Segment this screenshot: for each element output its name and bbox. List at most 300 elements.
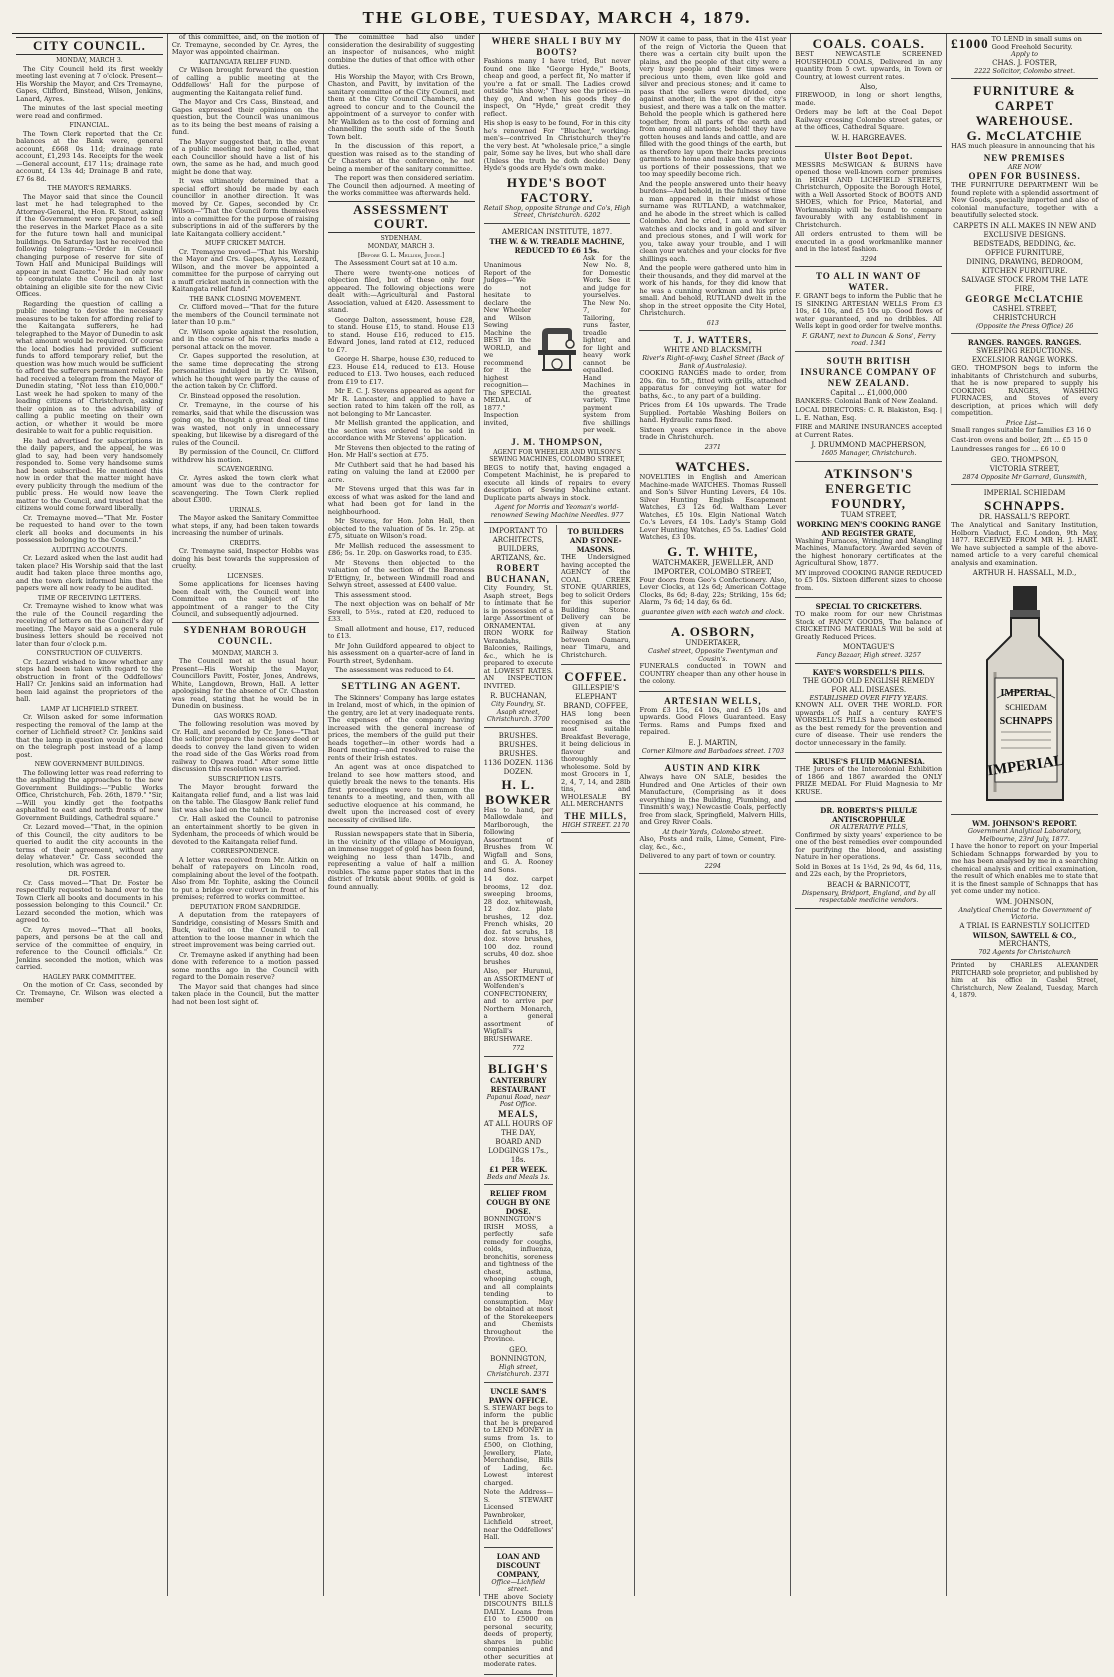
osborn-ad bbox=[639, 622, 786, 692]
builders-body: THE Undersigned having accepted the AGENCY of the COAL CREEK STONE QUARRIES, beg to solicit Orders for this superior Building Stone. Delivery can be given at any Railway Station between Oamaru, near Timaru, and Christchurch. bbox=[561, 553, 631, 659]
furn-office: OFFICE FURNITURE, bbox=[985, 248, 1065, 257]
furn-city: CHRISTCHURCH bbox=[993, 313, 1057, 322]
kaye-sub: THE GOOD OLD ENGLISH REMEDY FOR ALL DISEASES. bbox=[802, 676, 935, 694]
article-paragraph: The Mayor brought forward the Kaitangata relief fund, and a list was laid on the table. The Glasgow Bank relief fund list was also laid on the table. bbox=[171, 783, 319, 814]
buchanan-addr: City Foundry, St. Asaph street, Christchurch. 3700 bbox=[486, 700, 550, 723]
lend-amount: £1000 bbox=[951, 36, 989, 51]
article-paragraph: The Mayor said that changes had since taken place in the Council, but the matter had not been lost sight of. bbox=[171, 982, 319, 1006]
article-paragraph: He had advertised for subscriptions in the daily papers, and the appeal, he was glad to say, had been very handsomely responded to. Some very handsome sums had been subscribed. He mentioned this now in order that the matter might have every publicity through the medium of the public press. He would now leave the matter to the Council, and trusted that the citizens would come forward liberally. bbox=[16, 436, 163, 512]
column-3 bbox=[324, 34, 480, 1596]
blighs-beds: Beds and Meals 1s. bbox=[486, 1172, 550, 1181]
coals-wood: FIREWOOD, in long or short lengths, made. bbox=[795, 91, 943, 107]
subheading: URINALS. bbox=[229, 506, 262, 514]
subheading: DEPUTATION FROM SANDRIDGE. bbox=[189, 903, 301, 911]
cricket-sig: MONTAGUE'S bbox=[842, 643, 895, 651]
settling-agent-heading: SETTLING AN AGENT. bbox=[341, 681, 461, 692]
article-paragraph: Mr Stevens urged that this was far in excess of what was asked for the land and what had been got for land in the neighbourhood. bbox=[327, 485, 475, 516]
article-paragraph: Cr. Tremayne moved—"That Mr. Foster be requested to hand over to the town clerk all books and documents in his possession belonging to the Council." bbox=[16, 513, 163, 544]
hyde-ad bbox=[484, 34, 631, 224]
kruse-body: THE Jurors of the Intercolonial Exhibition of 1866 and 1867 awarded the ONLY PRIZE MEDAL For Fluid Magnesia to Mr KRUSE. bbox=[795, 765, 943, 796]
bowker-title: H. L. BOWKER bbox=[485, 776, 552, 807]
date-line: MONDAY, MARCH 3. bbox=[367, 243, 435, 250]
columns bbox=[12, 33, 1102, 1668]
schnapps-sig: ARTHUR H. HASSALL, M.D., bbox=[972, 569, 1077, 577]
article-paragraph: of this committee, and, on the motion of Cr. Tremayne, seconded by Cr. Ayres, the Mayor was appointed chairman. bbox=[171, 33, 319, 56]
ranges-addr: VICTORIA STREET, bbox=[989, 464, 1060, 473]
furniture-ad bbox=[951, 81, 1098, 334]
loan-sub: Office—Lichfield street. bbox=[491, 1577, 546, 1593]
coals-also: Also, bbox=[860, 83, 878, 91]
article-paragraph: Mr Stevens then objected to the valuation of the section of the Baroness D'Ettigny, Ir., between Windmill road and Selwyn street, assessed at £400 value. bbox=[327, 558, 475, 589]
blighs-ad bbox=[484, 1059, 553, 1186]
article-paragraph: The Skinners' Company has large estates in Ireland, most of which, in the opinion of the gentry, are let at very inadequate rents. The expenses of the company having increased with the general increase of prices, the members of the guild put their heads together—in other words had a Board meeting—and resolved to raise the rents of their Irish estates. bbox=[327, 693, 475, 762]
furn-name: G. McCLATCHIE bbox=[966, 128, 1083, 143]
osborn-sub: UNDERTAKER, bbox=[685, 639, 741, 647]
coals-body: BEST NEWCASTLE SCREENED HOUSEHOLD COALS, Delivered in any quantity from 5 cwt. upwards, in Town or Country, at lowest current rates. bbox=[795, 50, 943, 81]
blighs-price: £1 PER WEEK. bbox=[489, 1164, 548, 1174]
watches-body: NOVELTIES in English and American Machine-made WATCHES. Thomas Russell and Son's Silver Hunting Levers, £4 10s. Silver Hunting English Escapement Watches, £3 12s 6d. Waltham Lever Watches, £5 10s. Elgin National Watch Co.'s Levers, £4 10s. Lady's Stamp Gold Lever Hunting Watches, £5 5s. Ladies' Gold Watches, £3 10s. bbox=[639, 473, 787, 541]
pawn-foot: Note the Address—S. STEWART Licensed Pawnbroker, Lichfield street, near the Oddfellows' Hall. bbox=[483, 1488, 554, 1541]
article-paragraph: Regarding the question of calling a public meeting to devise the necessary measures to be taken for affording relief to the Kaitangata sufferers, he had telegraphed to the Mayor of Dunedin to ask what amount would be required. Of course the local bodies had provided sufficient funds to afford temporary relief, but the question was how much would be sufficient to afford the sufferers permanent relief. He had received a telegram from the Mayor of Dunedin stating, "Not less than £10,000." Last week he had spoken to many of the leading citizens of Christchurch, asking their opinion as to the advisability of calling a public meeting on their own action, or whether it would be more desirable to wait for a public requisition. bbox=[16, 299, 163, 435]
article-paragraph: The Council met at the usual hour. Present—His Worship the Mayor, Councillors Pavitt, Foster, Jones, Andrews, White, Langdown, Brown, Hall. A letter apologising for the absence of Cr. Chaston was read, stating that he would be in Dunedin on business. bbox=[171, 657, 319, 710]
subheading: KAITANGATA RELIEF FUND. bbox=[199, 58, 292, 66]
white-title: G. T. WHITE, bbox=[667, 543, 759, 559]
ranges-sig: GEO. THOMPSON, bbox=[990, 455, 1059, 464]
masthead: THE GLOBE, TUESDAY, MARCH 4, 1879. bbox=[12, 8, 1102, 34]
schnapps-sub: DR. HASSALL'S REPORT. bbox=[979, 513, 1071, 521]
subheading: TIME OF RECEIVING LETTERS. bbox=[37, 594, 141, 602]
subheading: LICENSES. bbox=[227, 572, 264, 580]
roberts-foot: Sold in Boxes at 1s 1½d, 2s 9d, 4s 6d, 11s, and 22s each, by the Proprietors, bbox=[795, 862, 943, 878]
johnson-trial: A TRIAL IS EARNESTLY SOLICITED bbox=[959, 921, 1090, 930]
article-paragraph: The committee had also under consideration the desirability of suggesting an inspector of nuisances, who might combine the duties of that office with other duties. bbox=[327, 33, 475, 71]
bowker-ad bbox=[484, 730, 553, 1057]
furn-now: ARE NOW bbox=[1007, 162, 1042, 171]
roberts-ad bbox=[795, 804, 942, 909]
divider bbox=[172, 622, 319, 623]
furn-body2: THE FURNITURE DEPARTMENT Will be found replete with a splendid assortment of New Goods, specially imported and also of colonial manufacture, together with a beautifully selected stock. bbox=[951, 181, 1099, 219]
coffee-title: COFFEE. bbox=[564, 669, 628, 684]
lend-sig: CHAS. J. FOSTER, bbox=[992, 58, 1058, 67]
article-paragraph: Cr. Tremayne wished to know what was the rule of the Council regarding the receiving of letters on the Council's day of meeting. The Mayor said as a general rule business letters should be received not later than four o'clock p.m. bbox=[16, 602, 163, 648]
ulster-foot: All orders entrusted to them will be executed in a good workmanlike manner and in the latest fashion. bbox=[795, 230, 943, 253]
watters-foot: Sixteen years experience in the above trade in Christchurch. bbox=[639, 425, 787, 441]
thompson-foot: Agent for Morris and Yeoman's world-renowned Sewing Machine Needles. 977 bbox=[490, 503, 624, 519]
furn-opp: (Opposite the Press Office) 26 bbox=[975, 321, 1074, 330]
cough-ad bbox=[484, 1187, 553, 1383]
article-paragraph: Small allotment and house, £17, reduced to £13. bbox=[327, 624, 475, 640]
furn-body: HAS much pleasure in announcing that his bbox=[951, 142, 1095, 150]
article-paragraph: Cr. Gapes supported the resolution, at the same time deprecating the strong personalities indulged in by Cr. Wilson, which he thought were partly the cause of the action taken by Cr. Clifford. bbox=[171, 352, 319, 390]
furn-carpets: CARPETS IN ALL MAKES IN NEW AND EXCLUSIVE DESIGNS. bbox=[953, 221, 1097, 239]
article-paragraph: Cr. Wilson spoke against the resolution, and in the course of his remarks made a personal attack on the mover. bbox=[171, 327, 319, 351]
subheading: CORRESPONDENCE. bbox=[210, 848, 280, 855]
cricket-addr: Fancy Bazaar, High street. 3257 bbox=[816, 651, 921, 659]
article-paragraph: It was ultimately determined that a special effort should be made by each councillor in another direction. It was moved by Cr. Gapes, seconded by Cr. Wilson—"That the Council form themselves into a committee for the purpose of raising subscriptions in aid of the sufferers by the late Kaitangata colliery accident." bbox=[171, 177, 319, 238]
verse-title: WHERE SHALL I BUY MY BOOTS? bbox=[491, 36, 623, 57]
machine-left-text: Unanimous Report of the Judges—"We do not hesitate to declare the New Wheeler and Wilson Sewing Machine the BEST in the WORLD, and we recommend for it the highest recognition—The SPECIAL MEDAL of 1877." Inspection invited, bbox=[483, 261, 532, 427]
buchanan-ad bbox=[484, 525, 553, 728]
machine-title: THE W. & W. TREADLE MACHINE, REDUCED TO £6 15s. bbox=[489, 236, 625, 255]
watters-sub: WHITE AND BLACKSMITH bbox=[663, 346, 762, 354]
schnapps-bottle-icon bbox=[965, 582, 1085, 807]
atkinson-body: Washing Furnaces, Wringing and Mangling Machines, Manufactory. Awarded seven of the highest honorary certificates at the Agricultural Show, 1877. bbox=[795, 536, 943, 567]
atkinson-foot: MY improved COOKING RANGE REDUCED to £5 10s. Sixteen different sizes to choose from. bbox=[795, 568, 943, 592]
ulster-title: Ulster Boot Depot. bbox=[824, 150, 914, 161]
article-paragraph: The Mayor asked the Sanitary Committee what steps, if any, had been taken towards increasing the number of urinals. bbox=[171, 514, 319, 537]
buchanan-body: City Foundry, St. Asaph street, Begs to intimate that he is in possession of a large Assortment of ORNAMENTAL IRON WORK for Verandahs, Balconies, Railings, &c., which he is prepared to execute at LOWEST RATES. AN INSPECTION INVITED. bbox=[483, 584, 554, 690]
kruse-ad bbox=[795, 755, 942, 802]
subheading: SUBSCRIPTION LISTS. bbox=[208, 775, 283, 783]
loan-body: THE above Society DISCOUNTS BILLS DAILY. Loans from £10 to £5000 on personal security, deeds of property, shares in public companies and other securities at moderate rates. bbox=[483, 1592, 554, 1668]
cough-addr: High street, Christchurch. 2371 bbox=[486, 1362, 550, 1378]
bowker-list: 14 doz. carpet brooms, 12 doz. sweeping brooms, 28 doz. whitewash, 12 doz. plate brushes, 12 doz. French whisks, 20 doz. fat scrubs, 18 doz. stove brushes, 100 doz. round scrubs, 40 doz. shoe brushes bbox=[483, 875, 554, 966]
article-paragraph: The Mayor said that since the Council last met he had telegraphed to the Attorney-General, the Hon. R. Stout, asking if the Government were prepared to sell the reserves in the Market Place as a site for the future town hall and municipal buildings. On Saturday last he received the following telegram:—"Order in Council changing purpose of reserve for site of Town Hall and Municipal Buildings will appear in next Gazette." He had only now to congratulate the Council on at last obtaining an eligible site for the new Civic Offices. bbox=[16, 192, 163, 298]
article-paragraph: Cr. Lezard moved—"That, in the opinion of this Council, the city auditors to be queried to audit the city accounts in the terms of their agreement, without any delay whatever." Cr. Cass seconded the resolution, which was agreed to. bbox=[16, 823, 163, 869]
divider bbox=[328, 678, 475, 679]
water-ad bbox=[795, 269, 942, 352]
bottle-label-4: IMPERIAL bbox=[985, 752, 1065, 780]
article-paragraph: Cr. Hall asked the Council to patronise an entertainment shortly to be given in Sydenham, the proceeds of which would be devoted to the Kaitangata relief fund. bbox=[171, 815, 319, 846]
column-2 bbox=[168, 34, 324, 1596]
johnson-title: WM. JOHNSON'S REPORT. bbox=[972, 819, 1078, 828]
ranges-pl: Price List— bbox=[1005, 418, 1044, 427]
article-paragraph: A deputation from the ratepayers of Sandridge, consisting of Messrs Smith and Buck, waited on the Council to call attention to the loose manner in which the street improvement was being carried out. bbox=[171, 911, 319, 949]
article-paragraph: Cr. Lezard wished to know whether any steps had been taken with regard to the obstruction in front of the Oddfellows' Hall? Cr. Jenkins said an information had been laid against the proprietors of the hall. bbox=[16, 657, 163, 703]
watters-title: T. J. WATTERS, bbox=[673, 335, 752, 345]
article-paragraph: An agent was at once dispatched to Ireland to see how matters stood, and quietly break the news to the tenants. His first proceedings were to summon the tenants to a meeting, and then, with all seductive eloquence at his command, he dwelt upon the increased cost of every necessity of civilised life. bbox=[327, 763, 475, 824]
watters-prices: Prices from £4 10s upwards. The Trade Supplied. Portable Washing Boilers on hand. Hydraulic rams fixed. bbox=[639, 401, 787, 424]
subheading: THE MAYOR'S REMARKS. bbox=[47, 185, 132, 192]
insurance-title: SOUTH BRITISH INSURANCE COMPANY OF NEW ZEALAND. bbox=[800, 355, 937, 388]
cough-sig: GEO. BONNINGTON, bbox=[490, 1345, 547, 1363]
blighs-meals: MEALS, bbox=[498, 1108, 539, 1119]
kirk-list: Also, Posts and rails, Lime, Cement, Fire-clay, &c., &c., bbox=[639, 835, 787, 851]
article-paragraph: The following letter was read referring to the asphalting the approaches to the new Government Buildings:—"Public Works Office, Christchurch, Feb. 26th, 1879." "Sir,—Will you kindly get the footpaths asphalted to east and north fronts of new Government Buildings, Cathedral square." bbox=[16, 768, 163, 822]
article-paragraph: The Mayor suggested that, in the event of a public meeting not being called, that each Councillor should have a list of his own, the same as he had, and much good might be done that way. bbox=[171, 137, 319, 176]
article-paragraph: George H. Sharpe, house £30, reduced to £23. House £14, reduced to £13. House reduced to £13. Two houses, each reduced from £19 to £17. bbox=[327, 355, 475, 386]
roberts-sub: OR ALTERATIVE PILLS, bbox=[829, 823, 908, 831]
bowker-foot: Also, per Hurunui, an ASSORTMENT of Wolfenden's CONFECTIONERY, and to arrive per Northern Monarch, a general assortment of Wigfall's BRUSHWARE. bbox=[483, 967, 554, 1043]
article-paragraph: Cr. Tremayne asked if anything had been done with reference to a motion passed some months ago in the Council with regard to the Domain reserve? bbox=[171, 950, 319, 981]
mills-title: THE MILLS, bbox=[564, 810, 627, 821]
article-paragraph: A letter was received from Mr. Aitkin on behalf of ratepayers on Lincoln road, complaining about the level of the footpath. Also from Mr. Tophite, asking the Council to put a bridge over culvert in front of his premises; referred to works committee. bbox=[171, 855, 319, 901]
insurance-bankers: BANKERS: Colonial Bank of New Zealand. bbox=[795, 396, 938, 405]
artesian-ad bbox=[639, 694, 786, 760]
machine-right-text: Ask for the New No. 8, for Domestic Work. See it and judge for yourselves. The New No. 7, for Tailoring, runs faster, treadle lighter, and for light and heavy work cannot be equalled. Hand Machines in the greatest variety. Time payment system from five shillings per week. bbox=[583, 253, 631, 434]
article-paragraph: By permission of the Council, Cr. Clifford withdrew his motion. bbox=[171, 448, 319, 464]
cough-body: BONNINGTON'S IRISH MOSS, a perfectly safe remedy for coughs, colds, influenza, bronchitis, soreness and tightness of the chest, asthma, whooping cough, and all complaints tending to consumption. May be obtained at most of the Storekeepers and Chemists throughout the Province. bbox=[483, 1215, 554, 1343]
lend-ad bbox=[951, 34, 1098, 79]
furn-bed: BEDSTEADS, BEDDING, &c. bbox=[973, 239, 1076, 248]
insurance-directors: LOCAL DIRECTORS: C. R. Blakiston, Esq. | L. E. Nathan, Esq. bbox=[795, 406, 943, 422]
blighs-board: BOARD AND LODGINGS 17s., 18s. bbox=[488, 1137, 549, 1164]
lend-apply: Apply to bbox=[1011, 50, 1039, 58]
johnson-sub: Government Analytical Laboratory, Melbourne, 23rd July, 1877. bbox=[967, 827, 1082, 843]
article-paragraph: Cr. Tremayne, in the course of his remarks, said that while the discussion was going on, he thought a great deal of time was wasted, not only in unnecessary speaking, but likewise by a disregard of the rules of the Council. bbox=[171, 401, 319, 447]
roberts-title: DR. ROBERTS'S PILULÆ ANTISCROPHULÆ bbox=[820, 806, 918, 824]
kirk-num: 2294 bbox=[704, 861, 721, 870]
ranges-sub: SWEEPING REDUCTIONS. bbox=[976, 347, 1074, 355]
coals-foot: Orders may be left at the Coal Depot Railway crossing Colombo street gates, or at the offices, Cathedral Square. bbox=[795, 108, 943, 131]
kruse-title: KRUSE'S FLUID MAGNESIA. bbox=[812, 757, 925, 766]
coals-title: COALS. COALS. bbox=[812, 36, 925, 51]
builders-ad bbox=[561, 525, 630, 665]
article-paragraph: Cr. Ayres asked the town clerk what amount was due to the contractor for scavengering. The Town Clerk replied about £300. bbox=[171, 473, 319, 504]
furn-title: FURNITURE & CARPET WAREHOUSE. bbox=[973, 83, 1076, 128]
builders-title: TO BUILDERS AND STONE-MASONS. bbox=[567, 527, 624, 554]
article-paragraph: Mr Mellish reduced the assessment to £86; 5s. 1r. 20p. on Gasworks road, to £35. bbox=[327, 541, 475, 557]
kirk-ad bbox=[639, 761, 786, 874]
insurance-capital: Capital ... £1,000,000 bbox=[830, 388, 908, 397]
date-line: MONDAY, MARCH 3. bbox=[211, 649, 279, 657]
article-paragraph: George Dalton, assessment, house £28, to stand. House £15, to stand. House £13 to stand. House £16, reduced to £15. Edward Jones, land rated at £12, reduced to £7. bbox=[327, 315, 475, 354]
brushes-line: BRUSHES. BRUSHES. BRUSHES. bbox=[498, 731, 538, 758]
insurance-mgr: 1605 Manager, Christchurch. bbox=[821, 449, 917, 457]
furn-salvage: SALVAGE STOCK FROM THE LATE FIRE, bbox=[961, 275, 1088, 293]
water-body: F. GRANT begs to inform the Public that he IS SINKING ARTESIAN WELLS From £3 10s, £4 10s, and £5 10s up. Good flows of water guaranteed, and no dribbles. All Wells kept in good order for twelve months. bbox=[795, 292, 943, 330]
article-paragraph: Mr E. C. J. Stevens appeared as agent for Mr R. Lancaster, and applied to have a section rated to him taken off the roll, as not belonging to Mr Lancaster. bbox=[327, 387, 475, 418]
subheading: AUDITING ACCOUNTS. bbox=[51, 546, 128, 554]
schnapps-ad bbox=[951, 487, 1098, 815]
bowker-num: 772 bbox=[512, 1044, 525, 1052]
kaye-title: KAYE'S WORSDELL'S PILLS. bbox=[812, 667, 925, 677]
ranges-price: Small ranges suitable for families £3 16 0 bbox=[951, 426, 1091, 434]
article-paragraph: The Town Clerk reported that the Cr. balances at the Bank were, general account, £668 0s 11d; drainage rate account, £1,293 14s. Receipts for the week—General account, £17 11s; drainage rate account, £4 13s 4d; Drainage B and rate, £7 6s 8d. bbox=[16, 129, 163, 183]
article-paragraph: Mr John Guildford appeared to object to his assessment on a quarter-acre of land in Fourth street, Sydenham. bbox=[327, 641, 475, 665]
buchanan-sig: R. BUCHANAN, bbox=[490, 692, 547, 700]
article-paragraph: The minutes of the last special meeting were read and confirmed. bbox=[16, 104, 163, 120]
watters-addr: River's Right-of-way, Cashel Street (Back of Bank of Australasia). bbox=[642, 354, 784, 370]
loan-title: LOAN AND DISCOUNT COMPANY, bbox=[496, 1551, 541, 1579]
roberts-addr: Dispensary, Bridport, England, and by all respectable medicine vendors. bbox=[801, 888, 936, 904]
johnson-merch: MERCHANTS, bbox=[998, 939, 1051, 948]
atkinson-ad bbox=[795, 464, 942, 599]
city-council-heading: CITY COUNCIL. bbox=[16, 37, 163, 55]
kaye-ad bbox=[795, 666, 942, 754]
rutland-body: And the people were gathered unto him in their thousands, and they did marvel at the work of his hands, for they did know that he was a cunning workman and his price small. And behold, RUTLAND dwelt in the shop in the street opposite the City Hotel, Christchurch. bbox=[639, 264, 787, 317]
article-paragraph: Russian newspapers state that in Siberia, in the vicinity of the village of Mouigyan, an immense nugget of gold has been found, weighing no less than 147lb., and representing a value of half a million roubles. The same paper states that in the district of Irkutsk about 900lb. of gold is found annually. bbox=[327, 830, 475, 891]
schnapps-body: The Analytical and Sanitary Institution, Holborn Viaduct, E.C. London, 9th May, 1877. RECEIVED FROM MR H. J. HART. We have subjected a sample of the above-named article to a very careful chemical analysis and examination. bbox=[951, 521, 1099, 567]
pawn-body: S. STEWART begs to inform the public that he is prepared to LEND MONEY in sums from 1s. to £500, on Clothing, Jewellery, Plate, Merchandise, Bills of Lading, &c. Lowest interest charged. bbox=[483, 1403, 554, 1487]
kirk-body: Always have ON SALE, besides the Hundred and One Articles of their own Manufacture, (Comprising as it does everything in the Building, Plumbing, and Tinsmith's way,) Newcastle Coals, perfectly free from slack, Springfield, Malvern Hills, and Grey River Coals. bbox=[639, 773, 787, 826]
article-paragraph: Cr. Wilson asked for some information respecting the removal of the lamp at the corner of Lichfield street? Cr. Jenkins said that the lamp in question would be placed on the telegraph post instead of a lamp post. bbox=[16, 713, 163, 759]
bottle-label-1: IMPERIAL bbox=[1000, 688, 1052, 699]
white-body: Four doors from Geo's Confectionery. Also, Lever Clocks, at 12s 6d; American Cottage Clocks, 8s 6d; 8-day, 22s; Striking, 15s 6d; Alarm, 7s 6d; 14 day, 6s 6d. bbox=[639, 575, 787, 606]
watches-ad bbox=[639, 457, 786, 620]
schnapps-title: SCHNAPPS. bbox=[984, 498, 1066, 513]
cough-title: RELIEF FROM COUGH BY ONE DOSE. bbox=[486, 1189, 551, 1216]
buchanan-title: ROBERT BUCHANAN, bbox=[486, 563, 550, 584]
osborn-body: FUNERALS conducted in TOWN and COUNTRY cheaper than any other house in the colony. bbox=[639, 662, 787, 685]
column-7 bbox=[947, 34, 1102, 1596]
kirk-title: AUSTIN AND KIRK bbox=[664, 763, 762, 773]
bracket-line: [Before G. L. Mellish, Judge.] bbox=[357, 251, 445, 259]
article-paragraph: The report was then considered seriatim. The Council then adjourned. A meeting of the works committee was afterwards held. bbox=[327, 174, 475, 197]
column-4 bbox=[480, 34, 636, 1668]
kaye-est: ESTABLISHED OVER FIFTY YEARS. bbox=[809, 693, 928, 702]
schnapps-lead: IMPERIAL SCHIEDAM bbox=[983, 489, 1066, 497]
hyde-title: HYDE'S BOOT FACTORY. bbox=[506, 174, 608, 205]
artesian-addr: Corner Kilmore and Barbadoes street. 1703 bbox=[641, 746, 785, 755]
white-sub: WATCHMAKER, JEWELLER, AND IMPORTER, COLOMBO STREET, bbox=[652, 558, 774, 576]
johnson-agentline: 702 Agents for Christchurch bbox=[978, 947, 1071, 956]
ranges-ad bbox=[951, 336, 1098, 485]
atkinson-addr: TUAM STREET, bbox=[840, 510, 897, 519]
johnson-body: I have the honor to report on your Imperial Schiedam Schnapps forwarded by you to me has been analysed by me in a searching chemical analysis and critical examination, the result of which enables me to state that it is the finest sample of Schnapps that has yet come under my notice. bbox=[951, 842, 1099, 895]
insurance-ad bbox=[795, 354, 942, 462]
subheading: CREDITS. bbox=[229, 539, 261, 547]
dozen-line: 1136 DOZEN. 1136 DOZEN. bbox=[483, 758, 553, 776]
article-paragraph: Mr Stevens, for Hon. John Hall, then objected to the valuation of 5s. 1r. 25p. at £75, situate on Wilson's road. bbox=[327, 517, 475, 540]
rutland-body: And the people answered unto their heavy burdens—And behold, in the fulness of time a man appeared in their midst whose surname was RUTLAND, a watchmaker, and he abode in the street which is called Colombo. And he cried, I am a worker in watches and clocks and in gold and silver and precious stones, and I will work for you, take away your trouble, and I will clean your watches and your clocks for five shillings each. bbox=[639, 179, 787, 263]
subheading: FINANCIAL. bbox=[69, 122, 110, 129]
pawn-ad bbox=[484, 1385, 553, 1548]
subheading: SYDENHAM. bbox=[380, 234, 422, 242]
article-paragraph: Cr Wilson brought forward the question of calling a public meeting at the Oddfellows' Hall for the purpose of augmenting the Kaitangata relief fund. bbox=[171, 66, 319, 97]
article-paragraph: The assessment was reduced to £4. bbox=[334, 666, 454, 674]
johnson-post: Analytical Chemist to the Government of Victoria. bbox=[958, 905, 1091, 921]
coffee-sub: GILLESPIE'S ELEPHANT BRAND, COFFEE, bbox=[563, 684, 629, 710]
rutland-body: NOW it came to pass, that in the 41st year of the reign of Victoria the Queen that there was a certain city built upon the plains, and the people of that city were a very busy people and their times were precious unto them, even like gold and silver and precious stones; and it came to pass that the sellers were divided, one against another, in the spot of the city's busiest, and there was a talk on the matter. Behold the people which is gathered here together, from all parts of the earth and from among all nations; behold! they have gotten houses and lands and cattle, and are filled with the good things of the earth, but as therefore lay upon their backs precious garments to home and make them pay unto us portions of their possessions, that we too may speedily become rich. bbox=[639, 35, 787, 178]
subheading: THE BANK CLOSING MOVEMENT. bbox=[189, 295, 302, 303]
sydenham-council-heading: SYDENHAM BOROUGH COUNCIL. bbox=[183, 625, 307, 647]
verse-text: His shop is easy to be found, For in this city he's renowned For "Blucher," working-men's—contrived In Christchurch they're the very best. At "wholesale price," a single pair, Some say he lives, but who shall dare (Unless the truth he doth decide) Deny Hyde's goods are Hyde's own make. bbox=[483, 119, 631, 172]
ranges-title: RANGES. RANGES. RANGES. bbox=[967, 338, 1082, 347]
article-paragraph: Cr. Ayres moved—"That all books, papers, and persons be at the call and service of the committee of enquiry, in reference to the Council officials." Cr. Jenkins seconded the motion, which was carried. bbox=[16, 925, 163, 971]
article-paragraph: The Mayor and Crs Cass, Binstead, and Gapes expressed their opinions on the question, but the Council was unanimous as to its being the best means of raising a fund. bbox=[171, 98, 319, 136]
johnson-sig: WM. JOHNSON, bbox=[995, 897, 1054, 906]
lend-text: TO LEND in small sums on Good Freehold Security. bbox=[991, 35, 1082, 51]
insurance-risks: FIRE and MARINE INSURANCES accepted at Current Rates. bbox=[795, 423, 943, 439]
article-paragraph: On the motion of Cr. Cass, seconded by Cr. Tremayne, Cr. Wilson was elected a member bbox=[16, 981, 163, 1004]
article-paragraph: Cr. Cass moved—"That Dr. Foster be respectfully requested to hand over to the Town Clerk all books and documents in his possession belonging to this Council." Cr. Lezard seconded the motion, which was agreed to. bbox=[16, 878, 163, 924]
ranges-opp: 2874 Opposite Mr Garrard, Gunsmith, bbox=[962, 472, 1087, 481]
thompson-body: BEGS to notify that, having engaged a Competent Machinist, he is prepared to execute all kinds of repairs to every description of Sewing Machine extant. Duplicate parts always in stock. bbox=[483, 463, 631, 502]
bottle-label-2: SCHIEDAM bbox=[1004, 703, 1047, 712]
rutland-ad bbox=[639, 34, 786, 331]
ranges-body: GEO. THOMPSON begs to inform the inhabitants of Christchurch and suburbs, that he is now prepared to supply his COOKING RANGES, WASHING FURNACES, and Stoves of every description, at prices which will defy competition. bbox=[951, 364, 1099, 417]
assessment-court-heading: ASSESSMENT COURT. bbox=[328, 201, 475, 233]
artesian-body: From £3 15s, £4 10s, and £5 10s and upwards. Good Flows Guaranteed. Easy Terms. Rams and Pumps fixed and repaired. bbox=[639, 705, 787, 736]
ulster-ad bbox=[795, 149, 942, 268]
osborn-addr: Cashel street, Opposite Twentyman and Cousin's. bbox=[648, 647, 778, 663]
subheading: LAMP AT LICHFIELD STREET. bbox=[40, 705, 139, 713]
article-paragraph: Cr. Lezard asked when the last audit had taken place? His Worship said that the last audit had taken place three months ago, and the town clerk informed him that the papers were all now ready to be audited. bbox=[16, 554, 163, 592]
white-foot: guarantee given with each watch and clock. bbox=[641, 607, 785, 616]
ranges-price: Laundresses ranges for ... £6 10 0 bbox=[951, 445, 1066, 453]
furn-new: NEW PREMISES bbox=[983, 152, 1066, 163]
bowker-body: Has to hand, per Mallowdale and Marlborough, the following Assortment of Brushes from W. Wigfall and Sons, and G. A. Rooney and Sons. bbox=[483, 805, 554, 874]
furn-rooms: DINING, DRAWING, BEDROOM, bbox=[966, 257, 1083, 266]
hyde-address: Retail Shop, opposite Strange and Co's, High Street, Christchurch. 6202 bbox=[483, 203, 631, 219]
article-paragraph: The Assessment Court sat at 10 a.m. bbox=[334, 259, 458, 267]
column-1 bbox=[12, 34, 168, 1596]
article-paragraph: Cr. Clifford moved—"That for the future the members of the Council terminate not later than 10 p.m." bbox=[171, 303, 319, 326]
furn-sig: GEORGE McCLATCHIE bbox=[965, 293, 1084, 304]
printer-imprint: Printed by CHARLES ALEXANDER PRITCHARD sole proprietor, and published by him at his office in Cashel Street, Christchurch, New Zealand, Tuesday, March 4, 1879. bbox=[951, 962, 1099, 999]
column-6 bbox=[791, 34, 947, 1596]
thompson-sub: AGENT FOR WHEELER AND WILSON'S SEWING MACHINES, COLOMBO STREET, bbox=[489, 448, 625, 463]
coffee-ad bbox=[561, 667, 630, 833]
verse-text: Fashions many I have tried, But never found one like "George Hyde," Boots, cheap and good, a perfect fit, No matter if you're a fat or small. The Ladies crowd outside "his show;" They see the prices—in they go, And when his goods they do inspect, On "Hyde," great credit they reflect. bbox=[483, 57, 631, 118]
thompson-title: J. M. THOMPSON, bbox=[511, 436, 603, 447]
ranges-price: Cast-iron ovens and boiler, 2ft ... £5 15 0 bbox=[951, 435, 1088, 444]
ranges-exc: EXCELSIOR RANGE WORKS. bbox=[971, 356, 1078, 364]
subheading: MUFF CRICKET MATCH. bbox=[204, 240, 286, 247]
subheading: CONSTRUCTION OF CULVERTS. bbox=[36, 650, 143, 657]
article-paragraph: Cr. Tremayne moved—"That his Worship the Mayor and Crs. Gapes, Ayres, Lezard, Wilson, and the mover be appointed a committee for the purpose of carrying out a muff cricket match in connection with the Kaitangata relief fund." bbox=[171, 247, 319, 293]
bottle-label-3: SCHNAPPS bbox=[999, 716, 1052, 727]
mills-addr: HIGH STREET. 2170 bbox=[562, 820, 630, 829]
blighs-title: BLIGH'S bbox=[488, 1060, 549, 1076]
blighs-sub: CANTERBURY RESTAURANT bbox=[490, 1075, 547, 1094]
watches-title: WATCHES. bbox=[675, 459, 751, 474]
blighs-hours: AT ALL HOURS OF THE DAY, bbox=[483, 1119, 553, 1137]
artesian-title: ARTESIAN WELLS, bbox=[664, 695, 762, 706]
ulster-num: 3294 bbox=[860, 254, 877, 263]
coals-ad bbox=[795, 34, 942, 147]
johnson-ad bbox=[951, 817, 1098, 960]
subheading: HAGLEY PARK COMMITTEE. bbox=[42, 973, 136, 981]
artesian-sig: E. J. MARTIN, bbox=[688, 738, 738, 747]
water-sig: F. GRANT, next to Duncan & Sons', Ferry road. 1341 bbox=[802, 331, 936, 347]
furn-open: OPEN FOR BUSINESS. bbox=[968, 171, 1081, 181]
sewing-machine-icon bbox=[534, 320, 580, 372]
ulster-body: MESSRS McSWIGAN & BURNS have opened those well-known corner premises in HIGH AND LICHFIELD STREETS, Christchurch, Opposite the Borough Hotel, with a Well Assorted Stock of BOOTS AND SHOES, which for Price, Material, and Workmanship will be found to compare favourably with any establishment in Christchurch. bbox=[795, 160, 943, 229]
furn-kitchen: KITCHEN FURNITURE. bbox=[981, 266, 1068, 275]
article-paragraph: Mr Stevens then objected to the rating of Hon. Mr Hall's section at £75. bbox=[327, 443, 475, 459]
roberts-body: Confirmed by sixty years' experience to be one of the best remedies ever compounded for purifying the blood, and assisting Nature in her operations. bbox=[795, 830, 943, 861]
loan-ad bbox=[484, 1550, 553, 1675]
article-paragraph: The next objection was on behalf of Mr Sewell, to 5½s., rated at £20, reduced to £33. bbox=[327, 600, 475, 623]
coals-sig: W. H. HARGREAVES. bbox=[831, 133, 907, 142]
roberts-sig: BEACH & BARNICOTT, bbox=[826, 880, 911, 889]
sewing-machine-ad bbox=[484, 226, 631, 524]
subheading: NEW GOVERNMENT BUILDINGS. bbox=[34, 761, 145, 768]
kaye-body: KNOWN ALL OVER THE WORLD. FOR upwards of half a century KAYE'S WORSDELL'S PILLS have been esteemed as the best remedy for the prevention and cure of disease. Their use renders the doctor unnecessary in the family. bbox=[795, 701, 943, 747]
subheading: DR. FOSTER. bbox=[68, 871, 111, 878]
column-5 bbox=[635, 34, 791, 1596]
cricket-title: SPECIAL TO CRICKETERS. bbox=[815, 602, 922, 611]
article-paragraph: There were twenty-one notices of objection filed, but of these only four appeared. The following objections were dealt with:—Agricultural and Pastoral Association, valued at £420. Assessment to stand. bbox=[327, 268, 475, 314]
article-paragraph: Cr. Binstead opposed the resolution. bbox=[178, 391, 301, 400]
article-paragraph: Some applications for licenses having been dealt with, the Council went into Committee on the subject of the appointment of a ranger to the City Council, and subsequently adjourned. bbox=[171, 580, 319, 618]
insurance-sig: J. DRUMMOND MACPHERSON, bbox=[811, 441, 927, 449]
watters-num: 2371 bbox=[704, 442, 721, 451]
coffee-body: HAS long been recognised as the most suitable Breakfast Beverage, it being delicious in flavour and thoroughly wholesome. Sold by most Grocers in 1, 2, 4, 7, 14, and 28lb tins, and WHOLESALE BY ALL MERCHANTS bbox=[561, 710, 631, 808]
article-paragraph: Cr. Tremayne said, Inspector Hobbs was doing his best towards the suppression of cruelty. bbox=[171, 547, 319, 570]
article-paragraph: The following resolution was moved by Cr. Hall, and seconded by Cr. Jones—"That the solicitor prepare the necessary deed or deeds to convey the land given to widen the road side of the Gas Works road from railway to Opawa road." After some little discussion this resolution was carried. bbox=[171, 720, 319, 773]
article-paragraph: This assessment stood. bbox=[334, 590, 412, 599]
atkinson-title: ATKINSON'S ENERGETIC FOUNDRY, bbox=[824, 465, 914, 511]
pawn-title: UNCLE SAM'S PAWN OFFICE. bbox=[488, 1386, 548, 1405]
subheading: GAS WORKS ROAD. bbox=[213, 712, 278, 720]
article-paragraph: Mr Mellish granted the application, and the section was ordered to be sold in accordance with Mr Stevens' application. bbox=[327, 419, 475, 442]
divider bbox=[328, 827, 475, 828]
furn-street: CASHEL STREET, bbox=[992, 304, 1057, 313]
osborn-title: A. OSBORN, bbox=[670, 624, 755, 639]
rutland-num: 613 bbox=[706, 318, 719, 327]
date-line: MONDAY, MARCH 3. bbox=[56, 57, 123, 64]
subheading: SCAVENGERING. bbox=[217, 466, 274, 473]
article-paragraph: In the discussion of this report, a question was raised as to the standing of Cr Chasters at the conference, he not being a member of the sanitary committee. bbox=[327, 142, 475, 173]
water-title: TO ALL IN WANT OF WATER. bbox=[815, 271, 922, 292]
watters-ad bbox=[639, 333, 786, 455]
blighs-addr: Papanui Road, near Post Office. bbox=[486, 1092, 550, 1108]
article-paragraph: The City Council held its first weekly meeting last evening at 7 o'clock. Present—His Worship the Mayor, and Crs Tremayne, Gapes, Clifford, Binstead, Wilson, Jenkins, Lanard, Ayres. bbox=[16, 64, 163, 103]
cricket-ad bbox=[795, 600, 942, 664]
